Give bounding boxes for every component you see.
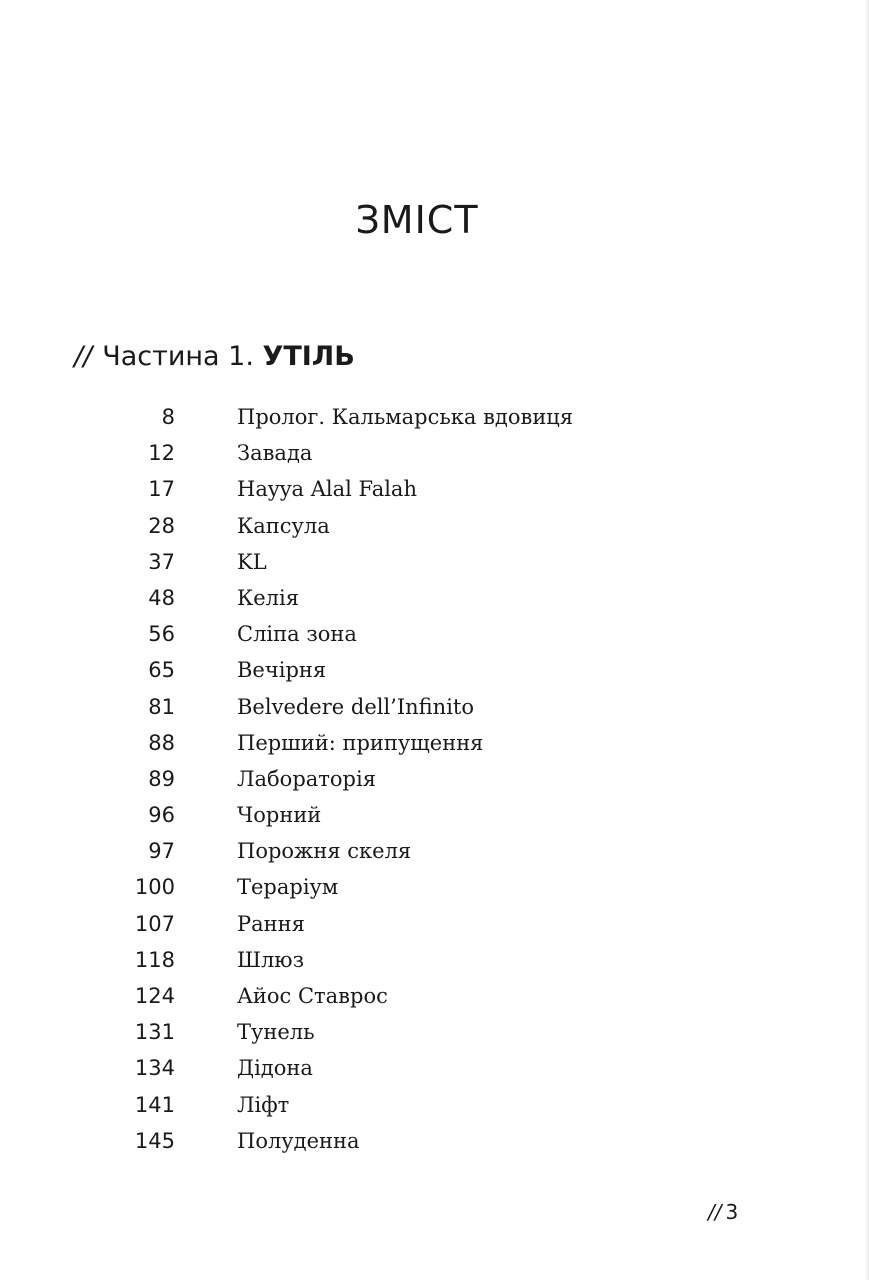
toc-entry-title: Чорний [237,803,322,828]
toc-entry [0,1056,869,1092]
toc-entry [0,984,869,1020]
part-label: Частина 1. [102,341,254,372]
toc-entry-page: 118 [134,947,175,972]
toc-entry-page: 28 [148,513,175,538]
toc-entry-page: 8 [161,405,175,429]
toc-entry-page: 100 [134,875,175,900]
toc-entry [0,658,869,694]
toc-entry [0,948,869,984]
toc-entry-title: Hayya Alal Falah [237,477,417,502]
part-heading [74,341,355,372]
toc-entry-title: Вечірня [237,658,327,683]
toc-entry-title: Келія [237,585,299,610]
toc-entry [0,839,869,875]
toc-entry [0,441,869,477]
toc-entry [0,514,869,550]
toc-entry-title: Тераріум [237,875,339,900]
toc-entry [0,405,869,441]
toc-entry [0,767,869,803]
toc-entry-page: 107 [134,911,175,936]
toc-entry-title: Капсула [237,513,330,538]
toc-entry [0,803,869,839]
toc-entry-page: 134 [134,1056,175,1081]
toc-entry [0,550,869,586]
toc-entry-title: Шлюз [237,947,305,972]
toc-entry-page: 145 [134,1128,175,1153]
toc-entry [0,1020,869,1056]
toc-entry-title: KL [237,549,267,574]
toc-entry [0,1093,869,1129]
page-number [708,1200,738,1224]
toc-entry-title: Полуденна [237,1128,360,1153]
toc-entry-page: 131 [134,1020,175,1045]
toc-entry-title: Сліпа зона [237,622,357,647]
toc-entry-title: Пролог. Кальмарська вдовиця [237,405,574,429]
toc-entry-title: Лабораторія [237,766,376,791]
toc-entry-page: 81 [148,694,175,719]
toc-entry-page: 12 [148,441,175,466]
toc-entry-page: 65 [148,658,175,683]
toc-entry-page: 37 [148,549,175,574]
toc-entry-page: 88 [148,730,175,755]
toc-entry-title: Ліфт [237,1092,290,1117]
page-title: ЗМІСТ [355,198,479,242]
toc-entry [0,912,869,948]
page-number-slashes: // [708,1200,722,1224]
page-number-value: 3 [725,1200,739,1224]
toc-entry [0,875,869,911]
table-of-contents [0,405,869,1165]
toc-entry-title: Рання [237,911,305,936]
toc-entry-page: 56 [148,622,175,647]
toc-entry [0,477,869,513]
toc-entry-title: Порожня скеля [237,839,412,864]
toc-entry-title: Belvedere dell’Infinito [237,694,475,719]
toc-entry-page: 97 [148,839,175,864]
toc-entry-title: Завада [237,441,313,466]
toc-entry [0,1129,869,1165]
toc-entry-title: Тунель [237,1020,315,1045]
toc-entry [0,586,869,622]
part-name: УТІЛЬ [262,341,355,372]
toc-entry [0,622,869,658]
toc-entry-page: 141 [134,1092,175,1117]
toc-entry-page: 48 [148,585,175,610]
part-slashes: // [74,341,93,372]
toc-entry-page: 124 [134,984,175,1008]
toc-entry-title: Дідона [237,1056,313,1081]
toc-entry-page: 96 [148,803,175,828]
toc-entry [0,695,869,731]
toc-entry-title: Перший: припущення [237,730,484,755]
toc-entry-title: Айос Ставрос [237,984,388,1008]
toc-entry [0,731,869,767]
toc-entry-page: 89 [148,766,175,791]
toc-entry-page: 17 [148,477,175,502]
